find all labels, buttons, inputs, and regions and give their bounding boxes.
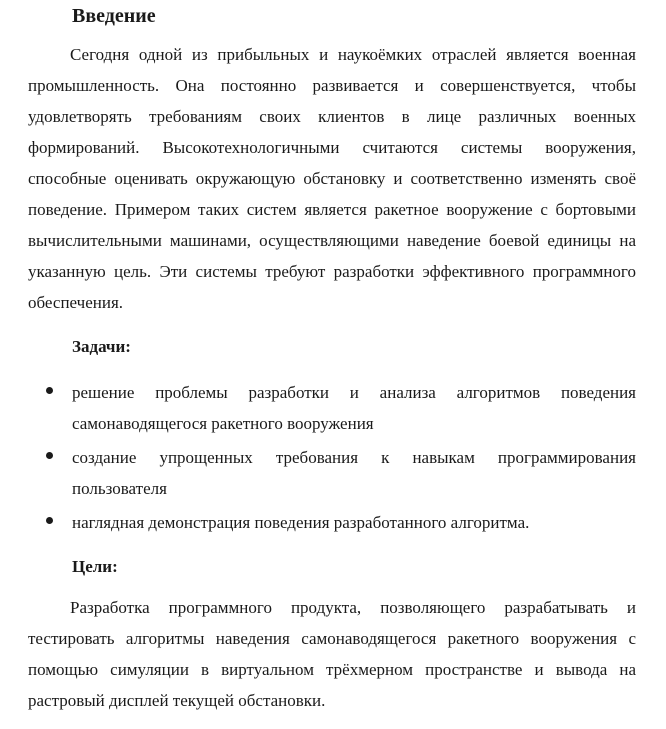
goals-heading: Цели:: [72, 557, 118, 576]
bullet-icon: [46, 517, 53, 524]
list-item: [0, 507, 666, 538]
bullet-icon: [46, 452, 53, 459]
goals-paragraph: Разработка программного продукта, позволяющего разрабатывать и тестировать алгоритмы наведения самонаводящегося ракетного вооружения с помощью симуляции в виртуальном трёхмерном пространстве и вывода на растровый дисплей текущей обстановки.: [28, 598, 636, 710]
tasks-heading: Задачи:: [72, 337, 131, 356]
intro-paragraph: Сегодня одной из прибыльных и наукоёмких отраслей является военная промышленность. Она постоянно развивается и совершенствуется, чтобы удовлетворять требованиям своих клиентов в лице различных военных формирований. Высокотехнологичными считаются системы вооружения, способные оценивать окружающую обстановку и соответственно изменять своё поведение. Примером таких систем является ракетное вооружение с бортовыми вычислительными машинами, осуществляющими наведение боевой единицы на указанную цель. Эти системы требуют разработки эффективного программного обеспечения.: [28, 45, 636, 312]
task-text: решение проблемы разработки и анализа алгоритмов поведения самонаводящегося ракетного вооружения: [72, 383, 636, 433]
bullet-icon: [46, 387, 53, 394]
task-text: создание упрощенных требования к навыкам программирования пользователя: [72, 448, 636, 498]
tasks-list: [0, 377, 666, 538]
list-item: [0, 377, 666, 439]
intro-heading: Введение: [72, 5, 156, 27]
task-text: наглядная демонстрация поведения разработанного алгоритма.: [72, 513, 530, 532]
list-item: [0, 442, 666, 504]
